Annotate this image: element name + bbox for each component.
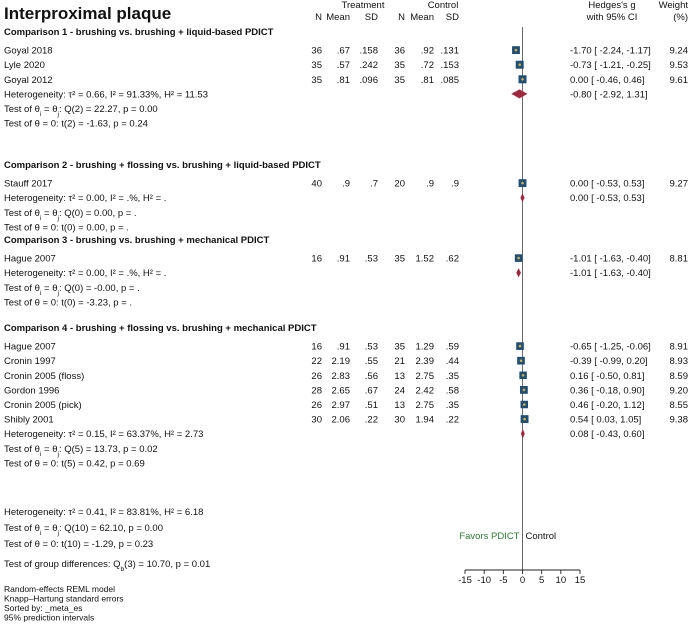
control-n: 35 bbox=[394, 60, 405, 72]
control-sd: .35 bbox=[445, 400, 459, 411]
treatment-sd: .53 bbox=[364, 341, 378, 353]
x-tick-label: 15 bbox=[574, 575, 586, 586]
group-theta-test: Test of θ = 0: t(0) = 0.00, p = . bbox=[4, 222, 129, 234]
treatment-n: 30 bbox=[311, 414, 322, 426]
study-weight: 8.93 bbox=[669, 356, 688, 368]
study-ci-text: -0.73 [ -1.21, -0.25] bbox=[570, 60, 651, 72]
x-tick-label: 0 bbox=[519, 575, 526, 586]
control-mean: 1.52 bbox=[415, 253, 434, 265]
study-point bbox=[515, 49, 518, 52]
study-ci-text: 0.00 [ -0.53, 0.53] bbox=[570, 178, 645, 190]
control-mean: .9 bbox=[426, 178, 434, 190]
treatment-mean: .91 bbox=[336, 253, 350, 265]
overall-theta-test: Test of θ = 0: t(10) = -1.29, p = 0.23 bbox=[4, 539, 154, 550]
control-n: 21 bbox=[394, 356, 405, 368]
treatment-header: Treatment bbox=[341, 0, 385, 11]
group-q-test: Test of $\theta_i = \theta_j$: Q(5) = 13.73, p = 0.02 bbox=[4, 443, 158, 458]
group-summary-diamond bbox=[521, 429, 525, 438]
footnote: 95% prediction intervals bbox=[4, 612, 95, 623]
control-sd: .62 bbox=[445, 253, 459, 265]
treatment-n: 35 bbox=[311, 60, 322, 72]
control-n: 35 bbox=[394, 341, 405, 353]
treatment-n: 26 bbox=[311, 400, 322, 411]
treatment-sd: .096 bbox=[359, 74, 378, 86]
treatment-mean: 2.83 bbox=[331, 370, 350, 382]
study-weight: 9.61 bbox=[669, 74, 688, 86]
study-point bbox=[520, 359, 523, 362]
treatment-n: 16 bbox=[311, 253, 322, 265]
control-mean: 2.42 bbox=[415, 385, 434, 397]
control-mean: 2.75 bbox=[415, 400, 434, 411]
study-weight: 8.59 bbox=[669, 370, 688, 382]
study-ci-text: -0.39 [ -0.99, 0.20] bbox=[570, 356, 648, 368]
col-header-treatment-mean: Mean bbox=[326, 12, 350, 23]
treatment-n: 35 bbox=[311, 74, 322, 86]
study-weight: 8.55 bbox=[669, 400, 688, 411]
control-n: 30 bbox=[394, 414, 405, 426]
treatment-n: 16 bbox=[311, 341, 322, 353]
study-ci-text: -0.65 [ -1.25, -0.06] bbox=[570, 341, 651, 353]
study-ci-text: 0.46 [ -0.20, 1.12] bbox=[570, 400, 645, 411]
treatment-mean: 2.06 bbox=[331, 414, 350, 426]
footnote: Knapp–Hartung standard errors bbox=[4, 593, 124, 604]
group-heterogeneity: Heterogeneity: τ² = 0.00, I² = .%, H² = . bbox=[4, 268, 167, 280]
weight-header-line2: (%) bbox=[673, 12, 688, 23]
study-point bbox=[518, 63, 521, 66]
study-weight: 9.24 bbox=[669, 45, 688, 57]
treatment-mean: 2.65 bbox=[331, 385, 350, 397]
study-ci-text: -1.70 [ -2.24, -1.17] bbox=[570, 45, 651, 57]
study-name: Gordon 1996 bbox=[4, 385, 60, 397]
control-n: 13 bbox=[394, 400, 405, 411]
group-summary-ci-text: -0.80 [ -2.92, 1.31] bbox=[570, 89, 648, 101]
group-q-test: Test of $\theta_i = \theta_j$: Q(2) = 22.27, p = 0.00 bbox=[4, 104, 158, 118]
study-point bbox=[517, 257, 520, 260]
study-name: Hague 2007 bbox=[4, 341, 56, 353]
col-header-control-n: N bbox=[398, 12, 405, 23]
x-tick-label: 10 bbox=[555, 575, 567, 586]
group-theta-test: Test of θ = 0: t(2) = -1.63, p = 0.24 bbox=[4, 118, 148, 130]
control-mean: .92 bbox=[420, 45, 434, 57]
study-point bbox=[523, 418, 526, 421]
study-point bbox=[519, 345, 522, 348]
treatment-n: 36 bbox=[311, 45, 322, 57]
treatment-sd: .53 bbox=[364, 253, 378, 265]
study-weight: 8.91 bbox=[669, 341, 688, 353]
x-tick-label: 5 bbox=[539, 575, 545, 586]
control-n: 13 bbox=[394, 370, 405, 382]
study-point bbox=[523, 403, 526, 406]
control-n: 36 bbox=[394, 45, 405, 57]
group-summary-ci-text: 0.08 [ -0.43, 0.60] bbox=[570, 429, 645, 441]
control-n: 24 bbox=[394, 385, 405, 397]
footnote: Sorted by: _meta_es bbox=[4, 603, 83, 613]
study-weight: 9.27 bbox=[669, 178, 688, 190]
control-n: 35 bbox=[394, 253, 405, 265]
treatment-n: 26 bbox=[311, 370, 322, 382]
control-sd: .9 bbox=[451, 178, 459, 190]
control-sd: .59 bbox=[445, 341, 459, 353]
study-name: Cronin 2005 (pick) bbox=[4, 400, 82, 411]
group-heterogeneity: Heterogeneity: τ² = 0.00, I² = .%, H² = . bbox=[4, 193, 167, 205]
control-mean: 2.75 bbox=[415, 370, 434, 382]
study-weight: 9.53 bbox=[669, 60, 688, 72]
favors-left-label: Favors PDICT bbox=[459, 531, 520, 542]
overall-q-test: Test of $\theta_i = \theta_j$: Q(10) = 62.10, p = 0.00 bbox=[4, 523, 163, 537]
chart-title: Interproximal plaque bbox=[4, 4, 172, 23]
group-heterogeneity: Heterogeneity: τ² = 0.66, I² = 91.33%, H² = 11.53 bbox=[4, 89, 208, 101]
col-header-treatment-n: N bbox=[315, 12, 322, 23]
control-n: 20 bbox=[394, 178, 405, 190]
control-n: 35 bbox=[394, 74, 405, 86]
study-point bbox=[521, 78, 524, 81]
control-sd: .58 bbox=[445, 385, 459, 397]
group-summary-ci-text: 0.00 [ -0.53, 0.53] bbox=[570, 193, 645, 205]
treatment-mean: 2.97 bbox=[331, 400, 350, 411]
effect-header-line2: with 95% CI bbox=[586, 12, 638, 23]
control-sd: .085 bbox=[440, 74, 459, 86]
study-point bbox=[523, 389, 526, 392]
group-summary-diamond bbox=[511, 89, 527, 98]
treatment-mean: .91 bbox=[336, 341, 350, 353]
study-name: Goyal 2018 bbox=[4, 45, 53, 57]
treatment-mean: .57 bbox=[336, 60, 350, 72]
col-header-treatment-sd: SD bbox=[364, 12, 378, 23]
control-sd: .131 bbox=[440, 45, 459, 57]
control-mean: .81 bbox=[420, 74, 434, 86]
study-name: Cronin 1997 bbox=[4, 356, 56, 368]
treatment-sd: .51 bbox=[364, 400, 378, 411]
study-name: Goyal 2012 bbox=[4, 74, 53, 86]
footnote: Random-effects REML model bbox=[4, 584, 116, 594]
x-tick-label: -15 bbox=[458, 575, 472, 586]
treatment-sd: .158 bbox=[359, 45, 378, 57]
treatment-sd: .67 bbox=[364, 385, 378, 397]
treatment-sd: .242 bbox=[359, 60, 378, 72]
study-name: Cronin 2005 (floss) bbox=[4, 370, 85, 382]
favors-right-label: Control bbox=[525, 531, 557, 542]
treatment-n: 28 bbox=[311, 385, 322, 397]
study-point bbox=[521, 182, 524, 185]
control-mean: 1.29 bbox=[415, 341, 434, 353]
control-mean: 2.39 bbox=[415, 356, 434, 368]
control-mean: .72 bbox=[420, 60, 434, 72]
treatment-sd: .55 bbox=[364, 356, 378, 368]
treatment-sd: .7 bbox=[370, 178, 378, 190]
treatment-n: 40 bbox=[311, 178, 322, 190]
overall-heterogeneity: Heterogeneity: τ² = 0.41, I² = 83.81%, H² = 6.18 bbox=[4, 507, 204, 518]
study-ci-text: 0.36 [ -0.18, 0.90] bbox=[570, 385, 645, 397]
weight-header-line1: Weight bbox=[658, 0, 688, 11]
study-point bbox=[522, 374, 525, 377]
group-title: Comparison 1 - brushing vs. brushing + liquid-based PDICT bbox=[4, 27, 274, 38]
study-ci-text: 0.16 [ -0.50, 0.81] bbox=[570, 370, 645, 382]
treatment-mean: .9 bbox=[342, 178, 350, 190]
group-heterogeneity: Heterogeneity: τ² = 0.15, I² = 63.37%, H² = 2.73 bbox=[4, 429, 204, 441]
study-weight: 9.38 bbox=[669, 414, 688, 426]
x-tick-label: -5 bbox=[499, 575, 508, 586]
group-title: Comparison 4 - brushing + flossing vs. brushing + mechanical PDICT bbox=[4, 323, 317, 334]
group-theta-test: Test of θ = 0: t(5) = 0.42, p = 0.69 bbox=[4, 458, 145, 470]
group-summary-ci-text: -1.01 [ -1.63, -0.40] bbox=[570, 268, 651, 280]
study-ci-text: 0.54 [ 0.03, 1.05] bbox=[570, 414, 642, 426]
group-title: Comparison 2 - brushing + flossing vs. brushing + liquid-based PDICT bbox=[4, 160, 321, 171]
control-mean: 1.94 bbox=[415, 414, 434, 426]
control-sd: .44 bbox=[445, 356, 459, 368]
treatment-mean: 2.19 bbox=[331, 356, 350, 368]
treatment-sd: .22 bbox=[364, 414, 378, 426]
treatment-mean: .81 bbox=[336, 74, 350, 86]
control-sd: .153 bbox=[440, 60, 459, 72]
treatment-n: 22 bbox=[311, 356, 322, 368]
x-tick-label: -10 bbox=[477, 575, 492, 586]
study-name: Hague 2007 bbox=[4, 253, 56, 265]
effect-header-line1: Hedges's g bbox=[588, 0, 636, 11]
group-q-test: Test of $\theta_i = \theta_j$: Q(0) = 0.00, p = . bbox=[4, 207, 137, 222]
group-summary-diamond bbox=[516, 268, 521, 277]
group-title: Comparison 3 - brushing vs. brushing + mechanical PDICT bbox=[4, 235, 270, 246]
group-summary-diamond bbox=[520, 193, 524, 202]
control-header: Control bbox=[427, 0, 459, 11]
study-name: Shibly 2001 bbox=[4, 414, 54, 426]
control-sd: .35 bbox=[445, 370, 459, 382]
treatment-mean: .67 bbox=[336, 45, 350, 57]
study-name: Lyle 2020 bbox=[4, 60, 45, 72]
group-q-test: Test of $\theta_i = \theta_j$: Q(0) = -0.00, p = . bbox=[4, 282, 140, 297]
study-ci-text: -1.01 [ -1.63, -0.40] bbox=[570, 253, 651, 265]
study-name: Stauff 2017 bbox=[4, 178, 53, 190]
col-header-control-sd: SD bbox=[445, 12, 459, 23]
study-weight: 9.20 bbox=[669, 385, 688, 397]
control-sd: .22 bbox=[445, 414, 459, 426]
study-weight: 8.81 bbox=[669, 253, 688, 265]
group-difference-test: Test of group differences: $Q_b(3) = 10.70$, p = 0.01 bbox=[4, 559, 211, 573]
group-theta-test: Test of θ = 0: t(0) = -3.23, p = . bbox=[4, 297, 133, 309]
study-ci-text: 0.00 [ -0.46, 0.46] bbox=[570, 74, 645, 86]
col-header-control-mean: Mean bbox=[410, 12, 434, 23]
treatment-sd: .56 bbox=[364, 370, 378, 382]
